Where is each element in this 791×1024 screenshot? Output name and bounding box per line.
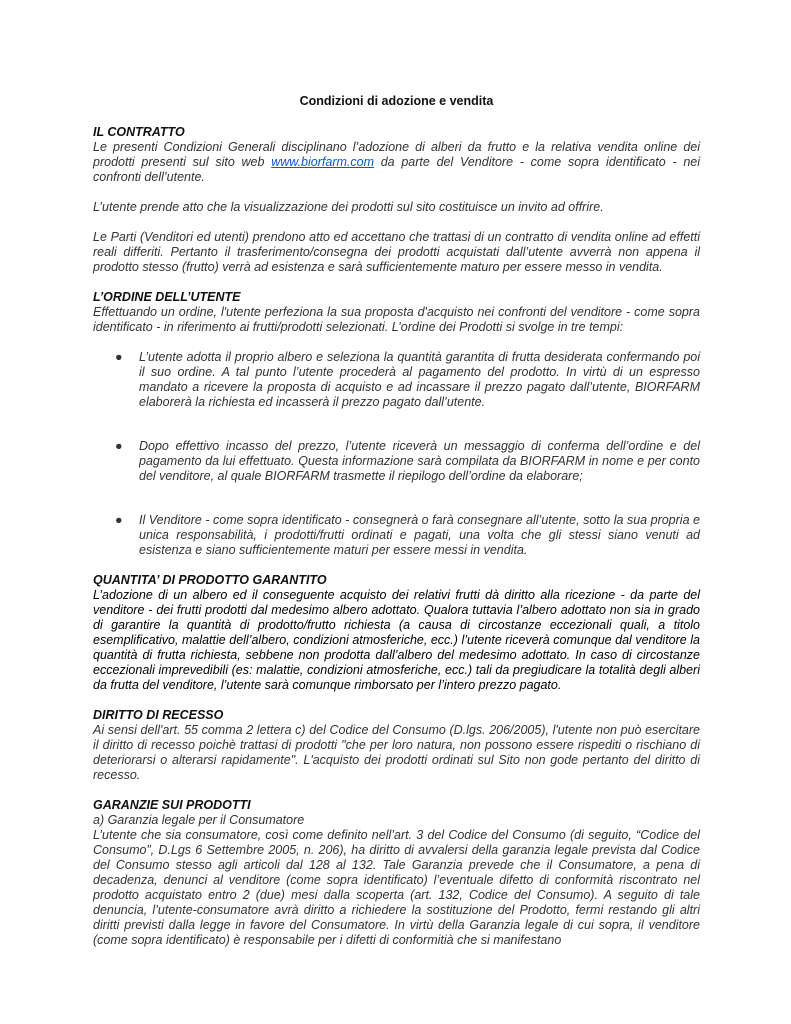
- section-heading-ordine: L’ORDINE DELL’UTENTE: [93, 290, 241, 304]
- list-item-text: Il Venditore - come sopra identificato - consegnerà o farà consegnare all’utente, sotto la sua propria e unica responsabilità, i prodotti/frutti ordinati e pagati, una volta che gli stessi siano venuti ad esistenza e siano sufficientemente maturi per essere messi in vendita.: [139, 513, 700, 557]
- section-heading-garanzie: GARANZIE SUI PRODOTTI: [93, 798, 251, 812]
- list-spacer: [93, 425, 700, 439]
- list-spacer: [93, 499, 700, 513]
- quantita-paragraph-1: L’adozione di un albero ed il conseguente acquisto dei relativi frutti dà diritto alla ricezione - da parte del venditore - dei frutti prodotti dal medesimo albero adottato. Qualora tuttavia l’albero adottato non sia in grado di garantire la quantità di prodotto/frutto richiesta (a causa di circostanze eccezionali quali, a titolo esemplificativo, malattie dell’albero, condizioni atmosferiche, ecc.) l’utente riceverà comunque dal venditore la quantità di frutta richiesta, sebbene non prodotta dall’albero del medesimo adottato. In caso di circostanze eccezionali imprevedibili (es: malattie, condizioni atmosferiche, ecc.) tali da pregiudicare la totalità degli alberi da frutta del venditore, l’utente sarà comunque rimborsato per l’intero prezzo pagato.: [93, 588, 700, 692]
- contratto-paragraph-1: [93, 140, 700, 185]
- ordine-paragraph-1: Effettuando un ordine, l'utente perfeziona la sua proposta d'acquisto nei confronti del venditore - come sopra identificato - in riferimento ai frutti/prodotti selezionati. L’ordine dei Prodotti si svolge in tre tempi:: [93, 305, 700, 334]
- list-item-text: L’utente adotta il proprio albero e seleziona la quantità garantita di frutta desiderata confermando poi il suo ordine. A tal punto l’utente procederà al pagamento del prodotto. In virtù di un espresso mandato a ricevere la proposta di acquisto e ad incassare il prezzo pagato dall’utente, BIORFARM elaborerà la richiesta ed incasserà il prezzo pagato dall’utente.: [139, 350, 700, 409]
- section-heading-quantita: QUANTITA’ DI PRODOTTO GARANTITO: [93, 573, 327, 587]
- garanzie-subheading: a) Garanzia legale per il Consumatore: [93, 813, 305, 827]
- document-title: Condizioni di adozione e vendita: [299, 94, 494, 108]
- ordine-bullet-list: [93, 350, 700, 558]
- section-heading-recesso: DIRITTO DI RECESSO: [93, 708, 224, 722]
- bullet-icon: ●: [115, 513, 123, 527]
- section-heading-contratto: IL CONTRATTO: [93, 125, 185, 139]
- contratto-paragraph-2: L’utente prende atto che la visualizzazione dei prodotti sul sito costituisce un invito ad offrire.: [93, 200, 604, 214]
- list-item: [93, 350, 700, 410]
- contratto-p1-text-before: Le presenti Condizioni Generali disciplinano l’adozione di alberi da frutto e la relativa vendita online dei prodotti presenti sul sito web: [93, 140, 700, 169]
- list-item: [93, 439, 700, 484]
- list-spacer: [93, 484, 700, 499]
- list-item: [93, 513, 700, 558]
- list-item-text: Dopo effettivo incasso del prezzo, l’utente riceverà un messaggio di conferma dell’ordine e del pagamento da lui effettuato. Questa informazione sarà compilata da BIORFARM in nome e per conto del venditore, al quale BIORFARM trasmette il riepilogo dell’ordine da elaborare;: [139, 439, 700, 483]
- bullet-icon: ●: [115, 439, 123, 453]
- list-spacer: [93, 410, 700, 425]
- bullet-icon: ●: [115, 350, 123, 364]
- biorfarm-website-link[interactable]: www.biorfarm.com: [271, 155, 374, 169]
- document-page: [93, 90, 700, 948]
- contratto-paragraph-3: Le Parti (Venditori ed utenti) prendono atto ed accettano che trattasi di un contratto di vendita online ad effetti reali differiti. Pertanto il trasferimento/consegna dei prodotti acquistati dall’utente avverrà non appena il prodotto stesso (frutto) verrà ad esistenza e sarà sufficientemente maturo per essere messo in vendita.: [93, 230, 700, 274]
- garanzie-paragraph-1: L’utente che sia consumatore, così come definito nell’art. 3 del Codice del Consumo (di seguito, “Codice del Consumo”, D.Lgs 6 Settembre 2005, n. 206), ha diritto di avvalersi della garanzia legale prevista dal Codice del Consumo stesso agli articoli dal 128 al 132. Tale Garanzia prevede che il Consumatore, a pena di decadenza, denunci al venditore (come sopra identificato) l’eventuale difetto di conformità riscontrato nel prodotto acquistato entro 2 (due) mesi dalla scoperta (art. 132, Codice del Consumo). A seguito di tale denuncia, l’utente-consumatore avrà diritto a richiedere la sostituzione del Prodotto, fermi restando gli altri diritti previsti dalla legge in favore del Consumatore. In virtù della Garanzia legale di cui sopra, il venditore (come sopra identificato) è responsabile per i difetti di conformitià che si manifestano: [93, 828, 700, 947]
- contratto-p1-text-after: da parte del Venditore - come sopra identificato - nei confronti dell’utente.: [93, 155, 701, 184]
- recesso-paragraph-1: Ai sensi dell'art. 55 comma 2 lettera c) del Codice del Consumo (D.lgs. 206/2005), l'utente non può esercitare il diritto di recesso poichè trattasi di prodotti "che per loro natura, non possono essere rispediti o rischiano di deteriorarsi o alterarsi rapidamente". L'acquisto dei prodotti ordinati sul Sito non gode pertanto del diritto di recesso.: [93, 723, 700, 782]
